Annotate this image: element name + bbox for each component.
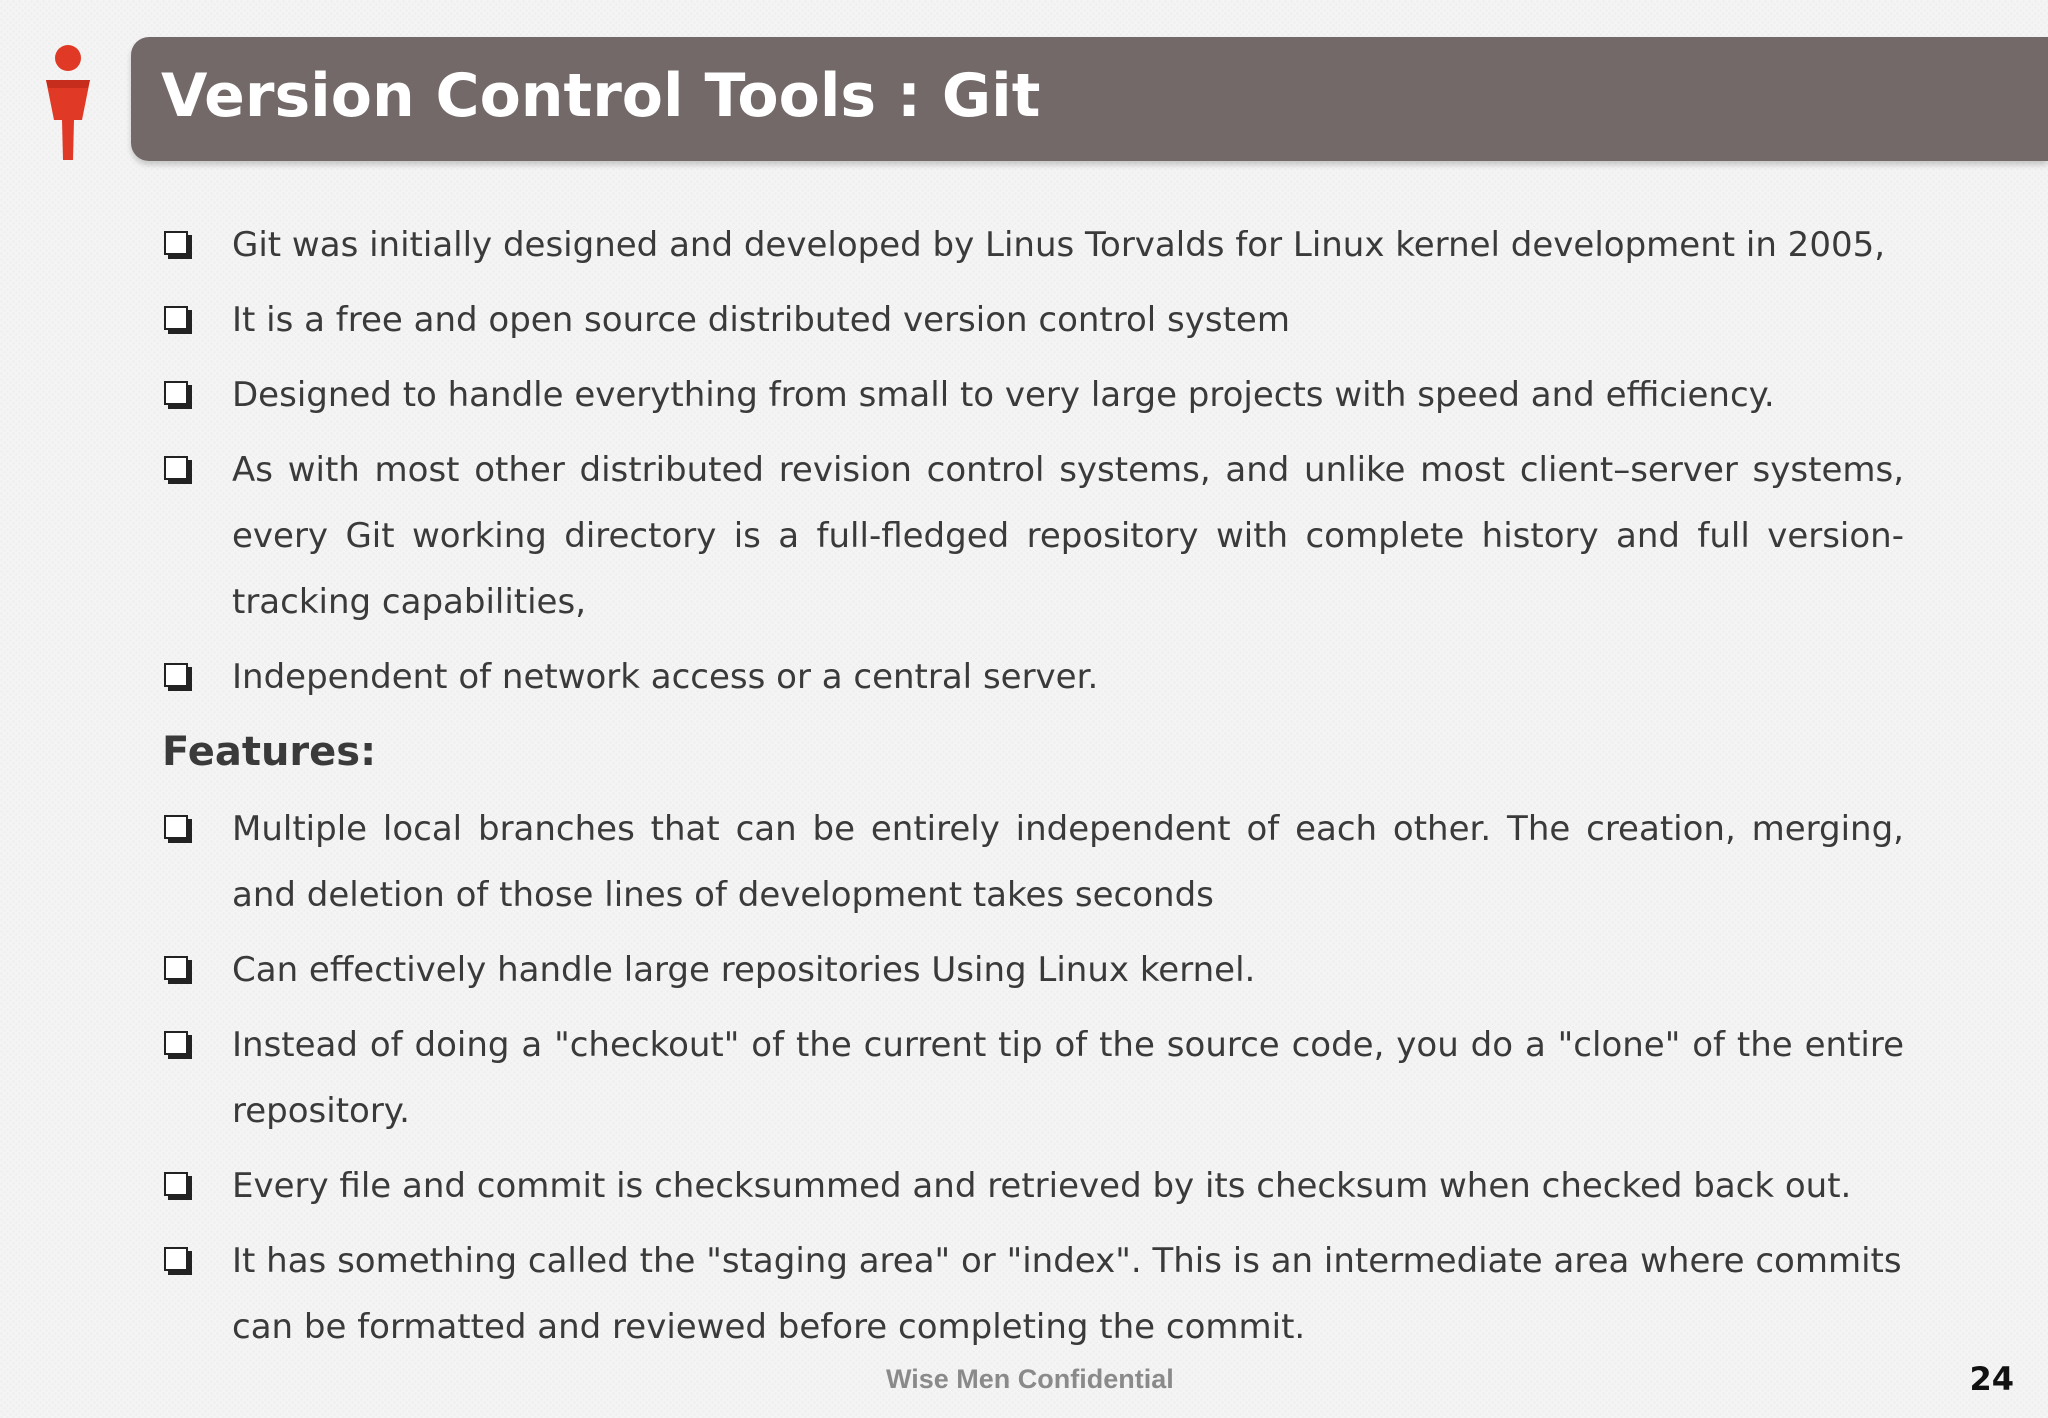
slide-content xyxy=(160,212,1904,1369)
confidential-footer: Wise Men Confidential xyxy=(886,1364,1174,1394)
feature-item: Instead of doing a "checkout" of the current tip of the source code, you do a "clone" of the entire repository. xyxy=(160,1012,1904,1144)
page-number: 24 xyxy=(1969,1360,2014,1398)
checkbox-bullet-icon xyxy=(164,1247,188,1271)
list-item: As with most other distributed revision control systems, and unlike most client–server systems, every Git working directory is a full-fledged repository with complete history and full version-tracking capabilities, xyxy=(160,437,1904,635)
checkbox-bullet-icon xyxy=(164,1031,188,1055)
checkbox-bullet-icon xyxy=(164,1172,188,1196)
list-item: It is a free and open source distributed version control system xyxy=(160,287,1904,353)
checkbox-bullet-icon xyxy=(164,956,188,980)
checkbox-bullet-icon xyxy=(164,663,188,687)
checkbox-bullet-icon xyxy=(164,815,188,839)
features-heading: Features: xyxy=(162,729,377,775)
checkbox-bullet-icon xyxy=(164,456,188,480)
list-item: Designed to handle everything from small to very large projects with speed and efficiency. xyxy=(160,362,1904,428)
list-item: Independent of network access or a central server. xyxy=(160,644,1904,710)
feature-item: Can effectively handle large repositories Using Linux kernel. xyxy=(160,937,1904,1003)
checkbox-bullet-icon xyxy=(164,306,188,330)
checkbox-bullet-icon xyxy=(164,381,188,405)
feature-item: Every file and commit is checksummed and retrieved by its checksum when checked back out. xyxy=(160,1153,1904,1219)
checkbox-bullet-icon xyxy=(164,231,188,255)
list-item: Git was initially designed and developed by Linus Torvalds for Linux kernel development in 2005, xyxy=(160,212,1904,278)
feature-item: It has something called the "staging area" or "index". This is an intermediate area where commits can be formatted and reviewed before completing the commit. xyxy=(160,1228,1904,1360)
slide-title: Version Control Tools : Git xyxy=(161,61,1041,131)
feature-item: Multiple local branches that can be entirely independent of each other. The creation, merging, and deletion of those lines of development takes seconds xyxy=(160,796,1904,928)
title-bar xyxy=(131,37,2048,161)
wise-men-logo-icon xyxy=(40,38,96,162)
